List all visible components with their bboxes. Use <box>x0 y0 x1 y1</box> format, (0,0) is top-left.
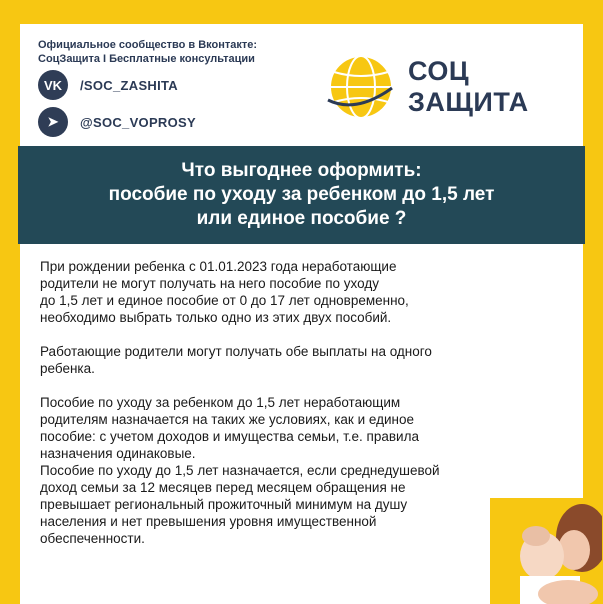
community-line-2: СоцЗащита I Бесплатные консультации <box>38 53 255 65</box>
brand-line-2: ЗАЩИТА <box>408 87 529 117</box>
title-line-1: Что выгоднее оформить: <box>181 160 422 181</box>
p4-line: обеспеченности. <box>40 531 145 546</box>
paragraph-1 <box>40 258 560 326</box>
p3-line: пособие: с учетом доходов и имущества семьи, т.е. правила <box>40 429 419 444</box>
telegram-handle[interactable]: @SOC_VOPROSY <box>80 114 196 130</box>
p1-line: до 1,5 лет и единое пособие от 0 до 17 лет одновременно, <box>40 293 409 308</box>
community-line-1: Официальное сообщество в Вконтакте: <box>38 39 258 51</box>
globe-logo-icon <box>326 52 396 122</box>
p4-line: Пособие по уходу до 1,5 лет назначается, если среднедушевой <box>40 463 440 478</box>
paragraph-3 <box>40 394 560 462</box>
vk-icon: VK <box>38 70 68 100</box>
p3-line: назначения одинаковые. <box>40 446 196 461</box>
article-body <box>40 258 560 547</box>
paragraph-4 <box>40 462 560 547</box>
brand-name <box>408 56 529 118</box>
vk-handle[interactable]: /SOC_ZASHITA <box>80 77 178 93</box>
p1-line: необходимо выбрать только одно из этих двух пособий. <box>40 310 392 325</box>
p4-line: доход семьи за 12 месяцев перед месяцем обращения не <box>40 480 406 495</box>
title-line-3: или единое пособие ? <box>196 208 407 229</box>
title-banner <box>18 146 585 244</box>
telegram-icon: ➤ <box>38 107 68 137</box>
social-vk[interactable] <box>38 70 178 100</box>
p3-line: родителям назначается на таких же условиях, как и единое <box>40 412 414 427</box>
page-title <box>109 159 495 231</box>
brand-line-1: СОЦ <box>408 56 470 86</box>
p1-line: При рождении ребенка с 01.01.2023 года неработающие <box>40 259 397 274</box>
p1-line: родители не могут получать на него пособие по уходу <box>40 276 379 291</box>
social-telegram[interactable] <box>38 107 196 137</box>
mother-baby-photo <box>490 498 602 604</box>
p2-line: Работающие родители могут получать обе выплаты на одного <box>40 344 432 359</box>
p4-line: превышает региональный прожиточный минимум на душу <box>40 497 408 512</box>
title-line-2: пособие по уходу за ребенком до 1,5 лет <box>108 184 495 205</box>
paragraph-2 <box>40 343 560 377</box>
p4-line: населения и нет превышения уровня имущественной <box>40 514 377 529</box>
community-header <box>38 38 257 66</box>
p2-line: ребенка. <box>40 361 95 376</box>
p3-line: Пособие по уходу за ребенком до 1,5 лет неработающим <box>40 395 401 410</box>
